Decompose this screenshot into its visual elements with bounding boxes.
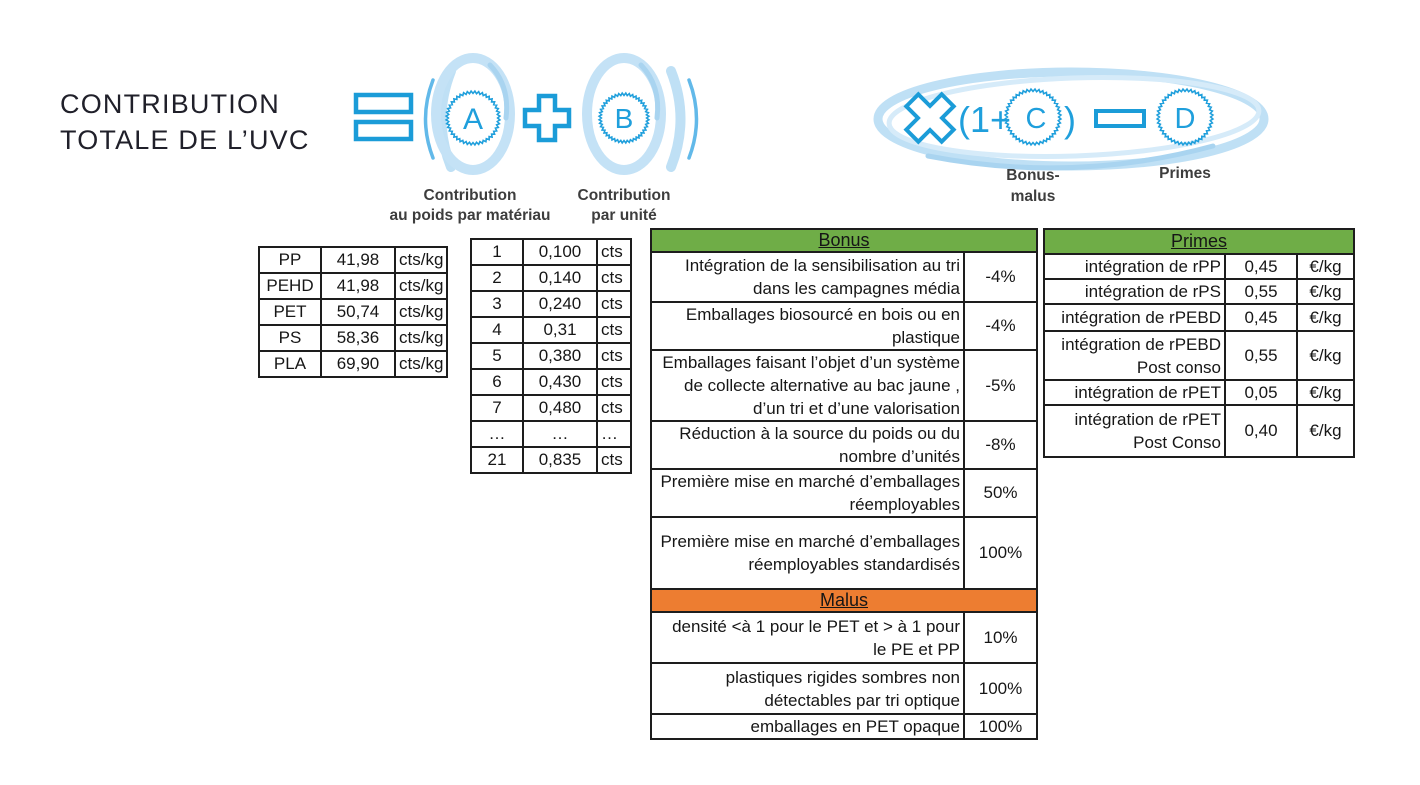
material-rate-table — [258, 246, 448, 378]
prime-value: 0,45 — [1225, 304, 1297, 331]
formula-left-graphic — [340, 38, 712, 190]
table-row — [1044, 380, 1354, 405]
unit-value: 0,31 — [523, 317, 597, 343]
material-value: 50,74 — [321, 299, 395, 325]
prime-unit: €/kg — [1297, 380, 1354, 405]
table-row — [651, 469, 1037, 517]
malus-label: plastiques rigides sombres non détectables par tri optique — [651, 663, 964, 714]
table-row — [1044, 331, 1354, 380]
caption-c-line2: malus — [1010, 188, 1056, 205]
bonus-value: -8% — [964, 421, 1037, 469]
material-value: 41,98 — [321, 247, 395, 273]
prime-label: intégration de rPP — [1044, 254, 1225, 279]
prime-value: 0,55 — [1225, 279, 1297, 304]
table-row — [471, 291, 631, 317]
table-row — [471, 369, 631, 395]
prime-unit: €/kg — [1297, 331, 1354, 380]
one-plus-label: (1+ — [958, 99, 1012, 140]
unit-value: 0,835 — [523, 447, 597, 473]
prime-value: 0,40 — [1225, 405, 1297, 457]
bonus-header — [651, 229, 1037, 252]
unit-unit: cts — [597, 395, 631, 421]
prime-value: 0,05 — [1225, 380, 1297, 405]
bonus-label: Réduction à la source du poids ou du nombre d’unités — [651, 421, 964, 469]
bonus-value: -5% — [964, 350, 1037, 421]
minus-icon — [1096, 111, 1144, 126]
table-row — [651, 302, 1037, 350]
unit-count: 5 — [471, 343, 523, 369]
table-row — [651, 663, 1037, 714]
table-row — [471, 421, 631, 447]
prime-label: intégration de rPET Post Conso — [1044, 405, 1225, 457]
material-value: 69,90 — [321, 351, 395, 377]
table-row — [1044, 405, 1354, 457]
material-unit: cts/kg — [395, 247, 447, 273]
table-row — [259, 351, 447, 377]
table-row — [471, 447, 631, 473]
bonus-malus-table — [650, 228, 1038, 740]
table-row — [651, 229, 1037, 252]
table-row — [651, 421, 1037, 469]
table-row — [471, 343, 631, 369]
table-row — [1044, 254, 1354, 279]
bonus-value: 50% — [964, 469, 1037, 517]
operand-d-label: D — [1174, 103, 1196, 135]
prime-label: intégration de rPS — [1044, 279, 1225, 304]
caption-a-line1: Contribution — [423, 187, 517, 204]
close-paren-thick-icon — [671, 71, 681, 167]
table-row — [259, 299, 447, 325]
operand-c-label: C — [1025, 103, 1047, 135]
unit-unit: cts — [597, 317, 631, 343]
prime-value: 0,45 — [1225, 254, 1297, 279]
unit-count: 3 — [471, 291, 523, 317]
material-name: PS — [259, 325, 321, 351]
unit-value: 0,140 — [523, 265, 597, 291]
table-row — [651, 252, 1037, 302]
equals-icon — [356, 95, 411, 139]
unit-rate-table — [470, 238, 632, 474]
table-row — [1044, 229, 1354, 254]
bonus-value: -4% — [964, 302, 1037, 350]
unit-unit: cts — [597, 369, 631, 395]
bonus-label: Emballages faisant l’objet d’un système de collecte alternative au bac jaune , d’un tri et d’une valorisation — [651, 350, 964, 421]
unit-count: 21 — [471, 447, 523, 473]
prime-label: intégration de rPET — [1044, 380, 1225, 405]
close-paren-thin-icon — [689, 80, 697, 158]
material-name: PLA — [259, 351, 321, 377]
unit-count: 6 — [471, 369, 523, 395]
unit-count: 7 — [471, 395, 523, 421]
operand-b-label: B — [614, 103, 634, 134]
unit-unit: … — [597, 421, 631, 447]
formula-right-graphic — [868, 62, 1278, 180]
unit-unit: cts — [597, 291, 631, 317]
table-row — [471, 239, 631, 265]
material-unit: cts/kg — [395, 325, 447, 351]
malus-header — [651, 589, 1037, 612]
operand-a-label: A — [462, 103, 484, 136]
plus-icon — [525, 96, 569, 140]
bonus-label: Première mise en marché d’emballages réemployables — [651, 469, 964, 517]
prime-unit: €/kg — [1297, 254, 1354, 279]
malus-value: 100% — [964, 714, 1037, 739]
caption-b-line2: par unité — [591, 207, 657, 224]
primes-header — [1044, 229, 1354, 254]
material-value: 41,98 — [321, 273, 395, 299]
prime-label: intégration de rPEBD Post conso — [1044, 331, 1225, 380]
prime-unit: €/kg — [1297, 405, 1354, 457]
page-title — [60, 86, 310, 158]
malus-label: emballages en PET opaque — [651, 714, 964, 739]
table-row — [471, 265, 631, 291]
material-name: PP — [259, 247, 321, 273]
primes-table — [1043, 228, 1355, 458]
material-value: 58,36 — [321, 325, 395, 351]
unit-count: 1 — [471, 239, 523, 265]
caption-d: Primes — [1159, 165, 1211, 182]
table-row — [651, 714, 1037, 739]
unit-count: … — [471, 421, 523, 447]
bonus-value: -4% — [964, 252, 1037, 302]
malus-header-label: Malus — [819, 590, 868, 610]
prime-label: intégration de rPEBD — [1044, 304, 1225, 331]
close-paren-label: ) — [1064, 99, 1076, 140]
bonus-label: Première mise en marché d’emballages réemployables standardisés — [651, 517, 964, 589]
bonus-value: 100% — [964, 517, 1037, 589]
caption-a-line2: au poids par matériau — [389, 207, 551, 224]
page-title-line1: CONTRIBUTION — [60, 89, 280, 119]
unit-count: 2 — [471, 265, 523, 291]
caption-c-line1: Bonus- — [1006, 167, 1060, 184]
material-name: PET — [259, 299, 321, 325]
unit-unit: cts — [597, 343, 631, 369]
malus-value: 10% — [964, 612, 1037, 663]
unit-value: 0,430 — [523, 369, 597, 395]
table-row — [1044, 279, 1354, 304]
material-unit: cts/kg — [395, 273, 447, 299]
table-row — [471, 395, 631, 421]
page-title-line2: TOTALE DE L’UVC — [60, 125, 310, 155]
table-row — [259, 273, 447, 299]
bonus-label: Intégration de la sensibilisation au tri dans les campagnes média — [651, 252, 964, 302]
prime-value: 0,55 — [1225, 331, 1297, 380]
material-unit: cts/kg — [395, 351, 447, 377]
unit-value: 0,100 — [523, 239, 597, 265]
malus-value: 100% — [964, 663, 1037, 714]
unit-value: 0,480 — [523, 395, 597, 421]
unit-unit: cts — [597, 239, 631, 265]
unit-value: 0,380 — [523, 343, 597, 369]
table-row — [471, 317, 631, 343]
caption-b-line1: Contribution — [577, 187, 671, 204]
table-row — [1044, 304, 1354, 331]
table-row — [651, 517, 1037, 589]
material-unit: cts/kg — [395, 299, 447, 325]
prime-unit: €/kg — [1297, 304, 1354, 331]
primes-header-label: Primes — [1170, 231, 1227, 251]
table-row — [259, 247, 447, 273]
bonus-label: Emballages biosourcé en bois ou en plastique — [651, 302, 964, 350]
table-row — [259, 325, 447, 351]
table-row — [651, 350, 1037, 421]
table-row — [651, 589, 1037, 612]
table-row — [651, 612, 1037, 663]
unit-value: … — [523, 421, 597, 447]
unit-unit: cts — [597, 447, 631, 473]
bonus-header-label: Bonus — [818, 230, 870, 250]
unit-count: 4 — [471, 317, 523, 343]
prime-unit: €/kg — [1297, 279, 1354, 304]
unit-value: 0,240 — [523, 291, 597, 317]
malus-label: densité <à 1 pour le PET et > à 1 pour le PE et PP — [651, 612, 964, 663]
unit-unit: cts — [597, 265, 631, 291]
material-name: PEHD — [259, 273, 321, 299]
